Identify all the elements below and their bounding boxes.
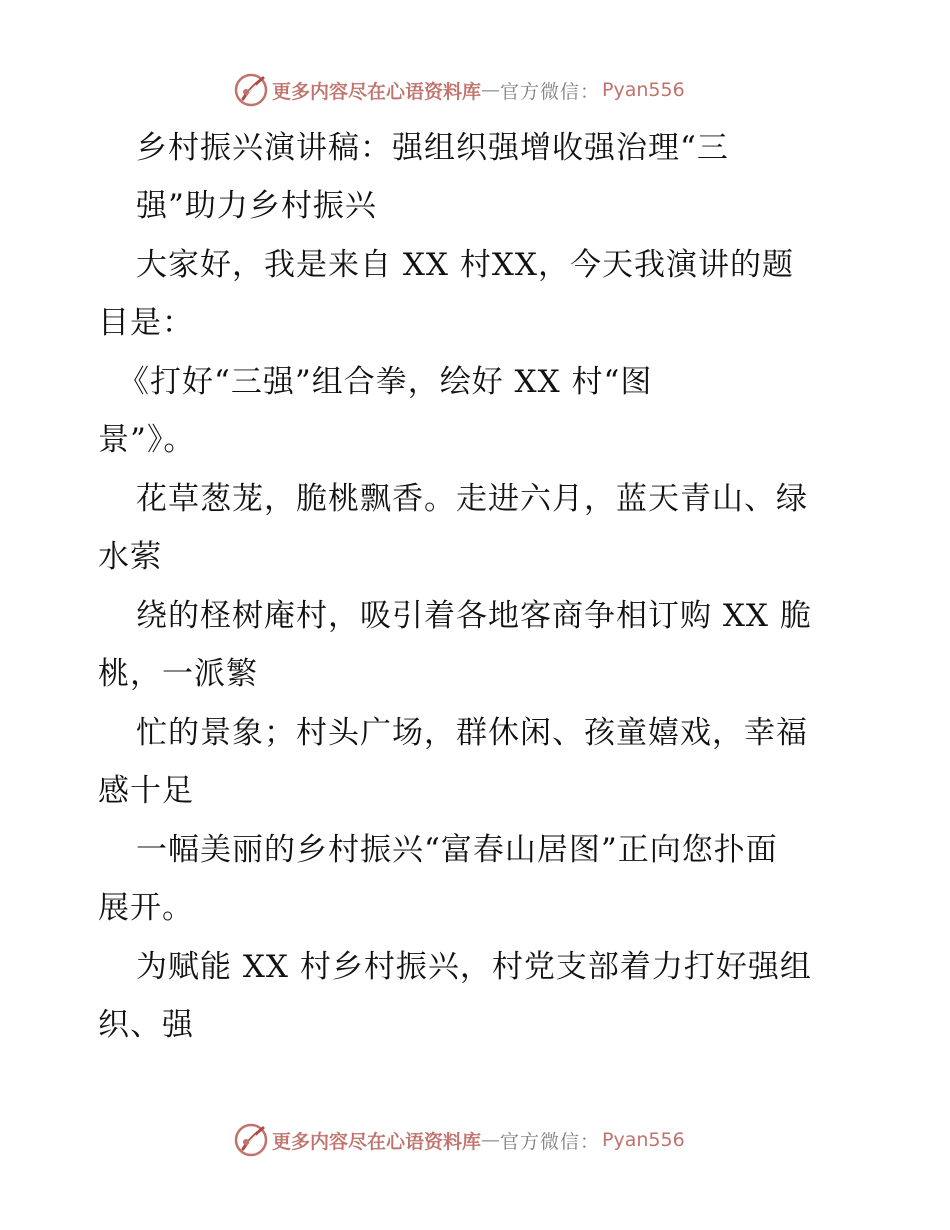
title-line-2: 强”助力乡村振兴 xyxy=(136,188,377,224)
paragraph-line: 一幅美丽的乡村振兴“富春山居图”正向您扑面 xyxy=(136,832,778,868)
paragraph-line: 目是： xyxy=(98,305,194,341)
banner-official-label: 官方微信： xyxy=(500,1130,601,1153)
paragraph-line: 展开。 xyxy=(98,890,194,926)
banner-wechat-id: Pyan556 xyxy=(602,1129,685,1151)
paragraph-line: 桃，一派繁 xyxy=(98,656,258,692)
paragraph-line: 为赋能 XX 村乡村振兴，村党支部着力打好强组 xyxy=(136,949,812,985)
paragraph-line: 水萦 xyxy=(98,539,162,575)
paragraph-line: 感十足 xyxy=(98,773,194,809)
title-line-1: 乡村振兴演讲稿：强组织强增收强治理“三 xyxy=(136,130,729,166)
header-banner xyxy=(234,72,685,108)
footer-banner xyxy=(234,1122,685,1158)
quill-logo-icon xyxy=(234,1123,268,1157)
paragraph-line: 织、强 xyxy=(98,1007,194,1043)
quill-logo-icon xyxy=(234,73,268,107)
paragraph-line: 花草葱茏，脆桃飘香。走进六月，蓝天青山、绿 xyxy=(136,481,808,517)
banner-lead-text: 更多内容尽在心语资料库 xyxy=(272,1130,482,1153)
banner-wechat-id: Pyan556 xyxy=(602,79,685,101)
paragraph-line: 景”》。 xyxy=(98,422,196,458)
banner-dash: — xyxy=(481,1129,501,1151)
banner-lead-text: 更多内容尽在心语资料库 xyxy=(272,80,482,103)
paragraph-line: 大家好，我是来自 XX 村XX，今天我演讲的题 xyxy=(136,247,794,283)
banner-official-label: 官方微信： xyxy=(500,80,601,103)
paragraph-line: 忙的景象；村头广场，群休闲、孩童嬉戏，幸福 xyxy=(136,715,808,751)
paragraph-line: 绕的柽树庵村，吸引着各地客商争相订购 XX 脆 xyxy=(136,598,812,634)
banner-dash: — xyxy=(481,79,501,101)
paragraph-line: 《打好“三强”组合拳，绘好 XX 村“图 xyxy=(118,364,653,400)
